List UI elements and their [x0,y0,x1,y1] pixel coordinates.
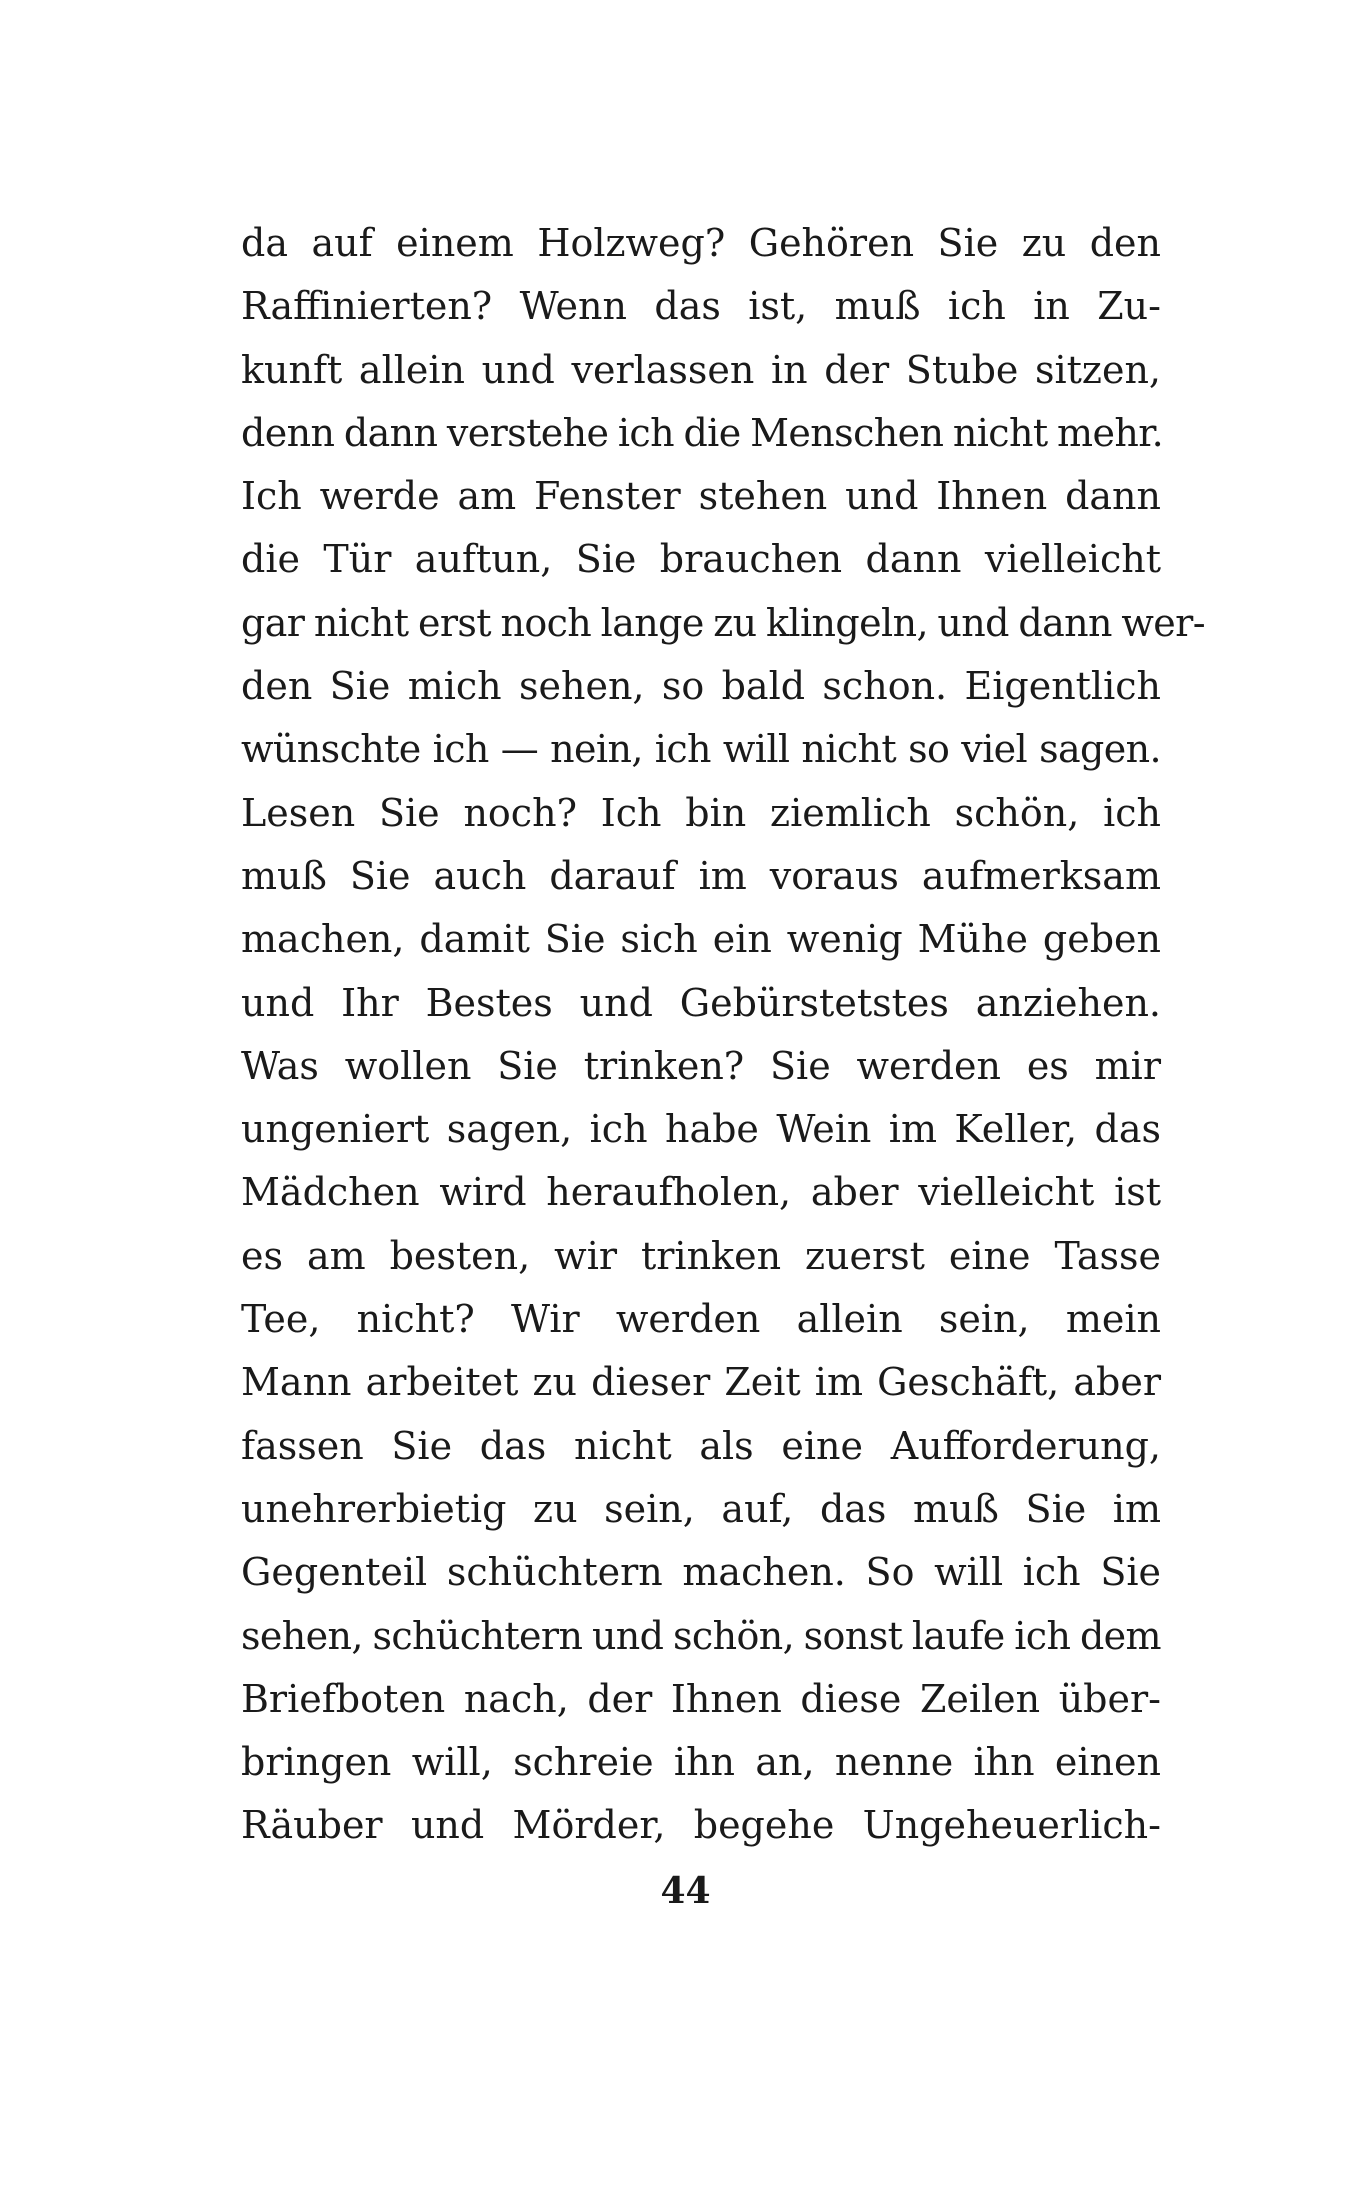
text-line-16: Mädchen wird heraufholen, aber vielleicht ist [241,1170,1161,1215]
text-line-11: muß Sie auch darauf im voraus aufmerksam [241,853,1161,898]
text-line-26: Räuber und Mörder, begehe Ungeheuerlich- [241,1803,1161,1848]
text-line-19: Mann arbeitet zu dieser Zeit im Geschäft, aber [241,1360,1161,1405]
text-line-24: Briefboten nach, der Ihnen diese Zeilen über- [241,1676,1161,1721]
text-line-4: denn dann verstehe ich die Menschen nicht mehr. [241,410,1164,455]
text-line-6: die Tür auftun, Sie brauchen dann vielleicht [241,537,1161,582]
text-line-5: Ich werde am Fenster stehen und Ihnen dann [241,474,1161,519]
text-line-15: ungeniert sagen, ich habe Wein im Keller, das [241,1107,1161,1152]
text-line-17: es am besten, wir trinken zuerst eine Tasse [241,1233,1161,1278]
text-line-10: Lesen Sie noch? Ich bin ziemlich schön, ich [241,790,1161,835]
text-line-25: bringen will, schreie ihn an, nenne ihn einen [241,1740,1161,1785]
text-line-22: Gegenteil schüchtern machen. So will ich Sie [241,1550,1161,1595]
text-line-14: Was wollen Sie trinken? Sie werden es mir [241,1043,1161,1088]
text-line-9: wünschte ich — nein, ich will nicht so viel sagen. [241,727,1161,772]
text-line-18: Tee, nicht? Wir werden allein sein, mein [241,1297,1161,1342]
text-line-8: den Sie mich sehen, so bald schon. Eigentlich [241,664,1161,709]
text-line-3: kunft allein und verlassen in der Stube sitzen, [241,347,1161,392]
body-text [241,212,1205,1858]
text-line-12: machen, damit Sie sich ein wenig Mühe geben [241,917,1161,962]
text-line-21: unehrerbietig zu sein, auf, das muß Sie im [241,1486,1161,1531]
text-line-13: und Ihr Bestes und Gebürstetstes anziehen. [241,980,1161,1025]
text-line-1: da auf einem Holzweg? Gehören Sie zu den [241,221,1161,265]
text-line-20: fassen Sie das nicht als eine Aufforderung, [241,1423,1161,1468]
page-number: 44 [660,1870,711,1912]
text-line-7: gar nicht erst noch lange zu klingeln, und dann wer- [241,600,1205,645]
text-line-2: Raffinierten? Wenn das ist, muß ich in Zu- [241,284,1161,329]
text-line-23: sehen, schüchtern und schön, sonst laufe ich dem [241,1613,1161,1658]
